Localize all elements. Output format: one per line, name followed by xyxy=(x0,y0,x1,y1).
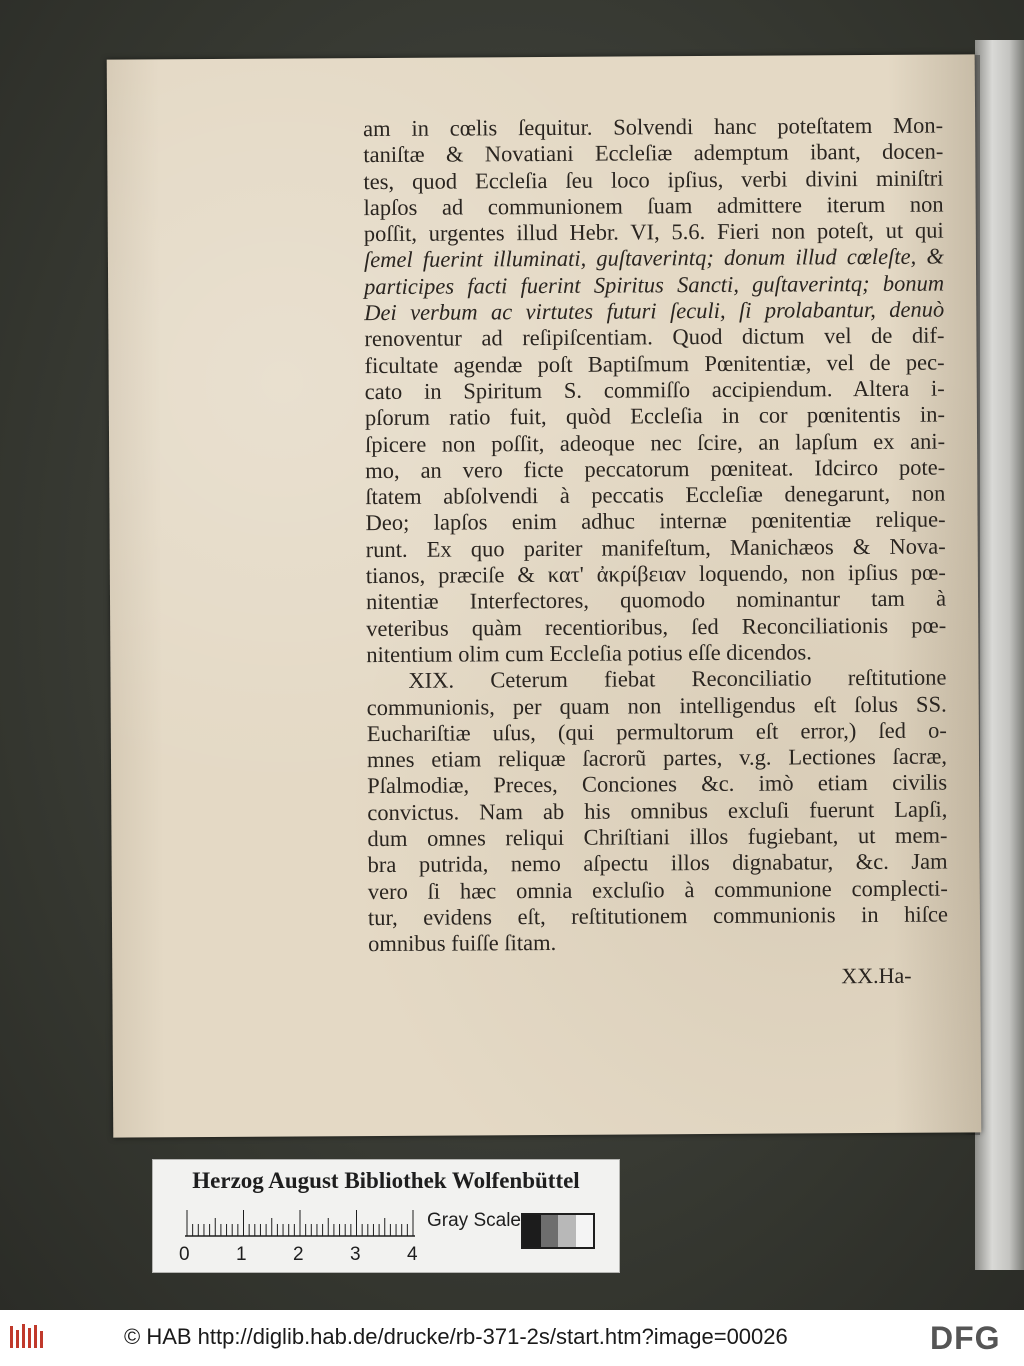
source-credit: © HAB http://diglib.hab.de/drucke/rb-371-2s/start.htm?image=00026 xyxy=(124,1324,788,1349)
text-line: participes facti fuerint Spiritus Sancti, guſtaverintq; bonum xyxy=(364,270,945,299)
text-line: vero ſi hæc omnia excluſio à communione complecti- xyxy=(367,875,948,904)
ruler-number: 2 xyxy=(293,1244,304,1265)
text-line: bra putrida, nemo aſpectu illos dignabatur, &c. Jam xyxy=(367,848,948,878)
ruler-number: 3 xyxy=(350,1244,361,1265)
gray-scale-swatches xyxy=(521,1213,595,1249)
text-line: nitentium olim cum Eccleſia potius eſſe dicendos. xyxy=(366,639,812,668)
text-line: veteribus quàm recentioribus, ſed Reconciliationis pœ- xyxy=(366,612,947,641)
swatch-4 xyxy=(576,1215,594,1247)
text-line: pſorum ratio fuit, quòd Eccleſia in cor pœnitentis in- xyxy=(364,401,945,431)
text-line: mo, an vero ficte peccatorum pœniteat. Idcirco pote- xyxy=(365,454,946,483)
swatch-2 xyxy=(541,1215,559,1247)
text-line: tur, evidens eſt, reſtitutionem communionis in hiſce xyxy=(367,901,949,930)
swatch-3 xyxy=(558,1215,576,1247)
text-line: convictus. Nam ab his omnibus excluſi fuerunt Lapſi, xyxy=(367,796,948,825)
text-line: XIX. Ceterum fiebat Reconciliatio reſtitutione xyxy=(408,664,947,694)
text-line: Deo; lapſos enim adhuc internæ pœnitentiæ reliquе- xyxy=(365,506,946,536)
text-line: cato in Spiritum S. commiſſo accipiendum. Altera i- xyxy=(364,375,945,405)
gray-scale-label: Gray Scale xyxy=(427,1210,521,1231)
text-line: ſpicere non poſſit, adeoque nec ſcire, an lapſum ex ani- xyxy=(364,428,946,457)
adjacent-page-edge xyxy=(975,40,1024,1270)
ruler-number: 1 xyxy=(236,1244,247,1265)
text-line: ficultate agendæ poſt Baptiſmum Pœnitentiæ, vel de pec- xyxy=(364,349,945,378)
text-line: mnes etiam reliquæ ſacrorũ partes, v.g. Lectiones ſacræ, xyxy=(366,743,948,773)
footer-bar xyxy=(0,1310,1024,1366)
ruler-number: 0 xyxy=(179,1244,190,1265)
text-line: taniſtæ & Novatiani Eccleſiæ ademptum ibant, docen- xyxy=(363,138,944,168)
catchword: XX.Ha- xyxy=(841,962,912,989)
dfg-logo: DFG xyxy=(930,1320,1001,1356)
text-line: communionis, per quam non intelligendus eſt ſolus SS. xyxy=(366,691,947,720)
ruler-numbers xyxy=(179,1244,419,1266)
book-page xyxy=(107,54,982,1137)
text-line: poſſit, urgentes illud Hebr. VI, 5.6. Fieri non poteſt, ut qui xyxy=(363,217,944,247)
text-line: am in cœlis ſequitur. Solvendi hanc poteſtatem Mon- xyxy=(363,112,944,142)
text-line: lapſos ad communionem ſuam admittere iterum non xyxy=(363,191,944,220)
text-line: dum omnes reliqui Chriſtiani illos fugiebant, ut mem- xyxy=(367,822,948,852)
text-line: runt. Ex quo pariter manifeſtum, Manichæos & Nova- xyxy=(365,533,946,562)
text-line: Dei verbum ac virtutes futuri ſeculi, ſi prolabantur, denuò xyxy=(364,296,945,326)
text-line: ſtatem abſolvendi à peccatis Eccleſiæ denegarunt, non xyxy=(365,480,946,510)
text-line: tianos, præciſe & κατ' ἀκρίβειαν loquendo, non ipſius pœ- xyxy=(365,559,946,589)
library-name: Herzog August Bibliothek Wolfenbüttel xyxy=(192,1168,580,1193)
text-line: tes, quod Eccleſia ſeu loco ipſius, verbi divini miniſtri xyxy=(363,165,944,194)
hab-logo-icon xyxy=(8,1322,48,1352)
text-line: ſemel fuerint illuminati, guſtaverintq; donum illud cœleſte, & xyxy=(363,244,945,273)
ruler-number: 4 xyxy=(407,1244,418,1265)
text-line: Euchariſtiæ uſus, (qui permultorum eſt error,) ſed o- xyxy=(366,717,947,746)
text-line: renoventur ad reſipiſcentiam. Quod dictum vel de dif- xyxy=(364,322,945,352)
text-line: nitentiæ Interfectores, quomodo nominantur tam à xyxy=(365,585,947,615)
page-text-block xyxy=(363,113,948,958)
ruler-scale xyxy=(185,1208,415,1238)
swatch-1 xyxy=(523,1215,541,1247)
color-scale-card xyxy=(152,1159,620,1273)
text-line: omnibus fuiſſe ſitam. xyxy=(368,930,557,957)
text-line: Pſalmodiæ, Preces, Conciones &c. imò etiam civilis xyxy=(367,769,948,799)
